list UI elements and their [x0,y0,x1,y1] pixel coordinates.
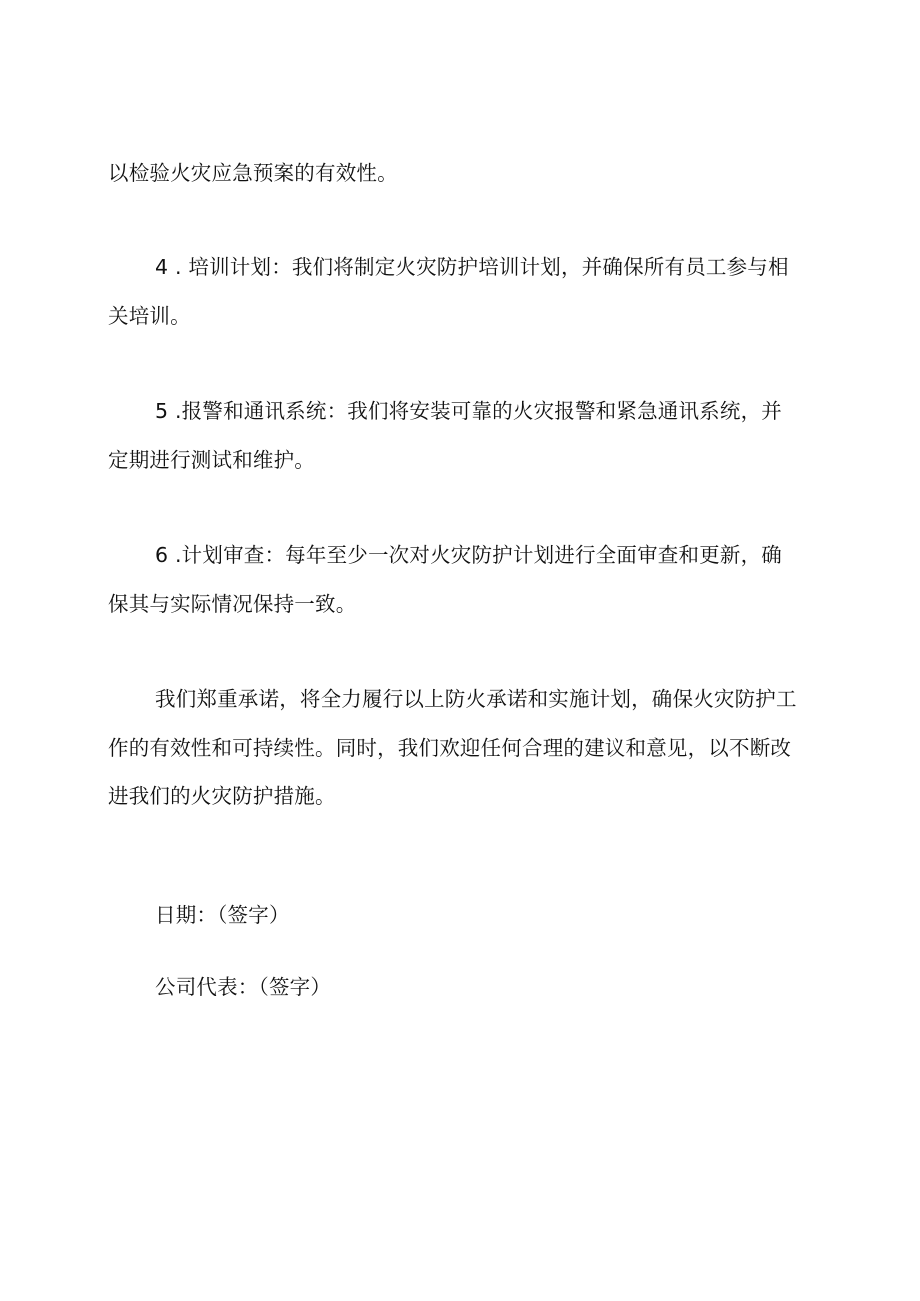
item-4-line-2: 关培训。 [108,304,191,328]
item-5-line-2: 定期进行测试和维护。 [108,448,315,472]
item-4-line-1: 4 . 培训计划：我们将制定火灾防护培训计划，并确保所有员工参与相 [155,255,789,279]
commitment-line-1: 我们郑重承诺，将全力履行以上防火承诺和实施计划，确保火灾防护工 [155,687,797,711]
item-5-line-1: 5 .报警和通讯系统：我们将安装可靠的火灾报警和紧急通讯系统，并 [155,399,782,423]
date-signature-line: 日期：（签字） [155,903,290,927]
commitment-line-2: 作的有效性和可持续性。同时，我们欢迎任何合理的建议和意见，以不断改 [108,736,792,760]
continuation-text: 以检验火灾应急预案的有效性。 [108,161,398,185]
item-6-line-2: 保其与实际情况保持一致。 [108,592,357,616]
company-representative-signature-line: 公司代表：（签字） [155,975,332,999]
item-6-line-1: 6 .计划审查：每年至少一次对火灾防护计划进行全面审查和更新，确 [155,543,782,567]
commitment-line-3: 进我们的火灾防护措施。 [108,784,336,808]
